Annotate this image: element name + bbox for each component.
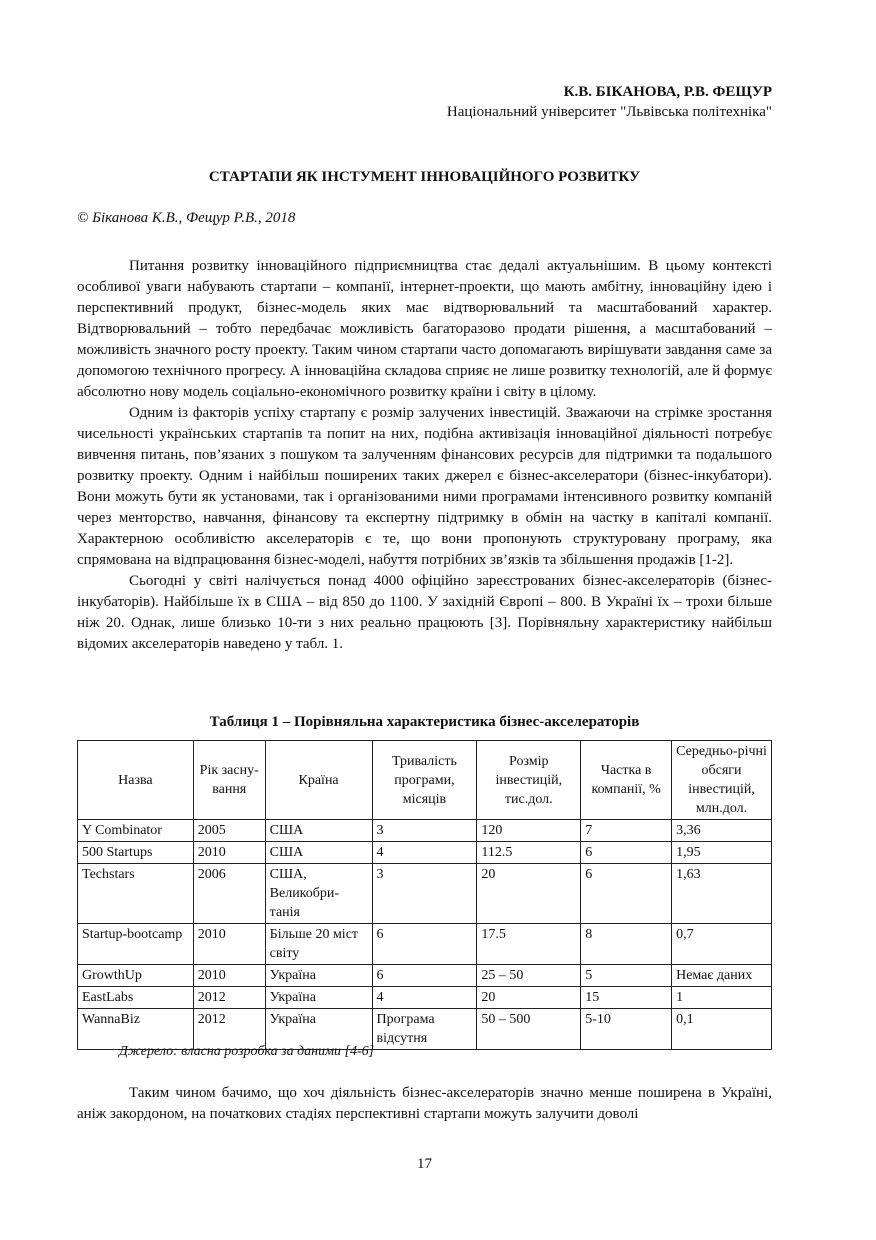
header-cell: Розмір інвестицій, тис.дол. [477, 741, 581, 820]
table-cell: 0,7 [672, 924, 772, 965]
table-cell: 17.5 [477, 924, 581, 965]
table-cell: 3 [372, 864, 477, 924]
authors: К.В. БІКАНОВА, Р.В. ФЕЩУР [563, 84, 772, 100]
body-text-continued [77, 1083, 772, 1125]
table-cell: 20 [477, 987, 581, 1009]
table-cell: 500 Startups [78, 842, 194, 864]
table-source-note: Джерело: власна розробка за даними [4-6] [119, 1044, 375, 1059]
table-cell: 4 [372, 842, 477, 864]
header-cell: Середньо-річні обсяги інвестицій, млн.дол. [672, 741, 772, 820]
table-row [78, 864, 772, 924]
table-cell: 6 [581, 842, 672, 864]
comparison-table [77, 740, 772, 1050]
header-cell: Тривалість програми, місяців [372, 741, 477, 820]
table-cell: США [265, 842, 372, 864]
table-cell: 20 [477, 864, 581, 924]
page-number: 17 [417, 1156, 432, 1172]
table-cell: 2010 [193, 842, 265, 864]
table-cell: 6 [581, 864, 672, 924]
table-cell: Україна [265, 1009, 372, 1050]
table-cell: EastLabs [78, 987, 194, 1009]
table-cell: 6 [372, 924, 477, 965]
table-caption: Таблиця 1 – Порівняльна характеристика бізнес-акселераторів [209, 714, 640, 730]
header-cell: Рік засну-вання [193, 741, 265, 820]
table-cell: 1,95 [672, 842, 772, 864]
header-cell: Назва [78, 741, 194, 820]
table-cell: 15 [581, 987, 672, 1009]
body-text [77, 256, 772, 655]
table-cell: 112.5 [477, 842, 581, 864]
header-cell: Країна [265, 741, 372, 820]
table-cell: Програма відсутня [372, 1009, 477, 1050]
table-header-row [78, 741, 772, 820]
table-cell: 4 [372, 987, 477, 1009]
table-cell: США, Великобри-танія [265, 864, 372, 924]
table-cell: 7 [581, 820, 672, 842]
table-cell: 5 [581, 965, 672, 987]
table-cell: США [265, 820, 372, 842]
table-row [78, 965, 772, 987]
paragraph: Одним із факторів успіху стартапу є розмір залучених інвестицій. Зважаючи на стрімке зростання чисельності українських стартапів та попит на них, подібна активізація інноваційної діяльності потребує вивчення питань, пов’язаних з пошуком та залученням фінансових ресурсів для підтримки та подальшого розвитку проекту. Одним і найбільш поширених таких джерел є бізнес-акселератори (бізнес-інкубатори). Вони можуть бути як установами, так і організованими ними програмами інтенсивного розвитку компаній через менторство, навчання, фінансову та експертну підтримку в обмін на частку в капіталі компанії. Характерною особливістю акселераторів є те, що вони пропонують структуровану програму, яка спрямована на відпрацювання бізнес-моделі, набуття потрібних зв’язків та збільшення продажів [1-2]. [77, 405, 772, 568]
table-cell: 2012 [193, 1009, 265, 1050]
article-title: СТАРТАПИ ЯК ІНСТУМЕНТ ІННОВАЦІЙНОГО РОЗВИТКУ [208, 169, 641, 185]
table-cell: 25 – 50 [477, 965, 581, 987]
table-cell: 3 [372, 820, 477, 842]
table-cell: Techstars [78, 864, 194, 924]
table-row [78, 842, 772, 864]
table-row [78, 987, 772, 1009]
table-cell: 2010 [193, 924, 265, 965]
table-cell: WannaBiz [78, 1009, 194, 1050]
table-cell: 8 [581, 924, 672, 965]
table-cell: 50 – 500 [477, 1009, 581, 1050]
table-cell: Немає даних [672, 965, 772, 987]
table-cell: 3,36 [672, 820, 772, 842]
table-cell: Україна [265, 965, 372, 987]
table-row [78, 924, 772, 965]
table-cell: 1 [672, 987, 772, 1009]
table-cell: 1,63 [672, 864, 772, 924]
table-cell: 2012 [193, 987, 265, 1009]
document-page [77, 0, 772, 1240]
paragraph: Питання розвитку інноваційного підприємництва стає дедалі актуальнішим. В цьому контексті особливої уваги набувають стартапи – компанії, інтернет-проекти, що мають амбітну, інноваційну ідею і перспективний продукт, бізнес-модель яких має відтворювальний та масштабований характер. Відтворювальний – тобто передбачає можливість багаторазово продати рішення, а масштабований – можливість значного росту проекту. Таким чином стартапи часто допомагають вирішувати завдання саме за допомогою технічного прогресу. А інноваційна складова сприяє не лише розвитку технологій, але й формує абсолютно нову модель соціально-економічного розвитку країни і світу в цілому. [77, 258, 772, 400]
table-cell: 2006 [193, 864, 265, 924]
table-row [78, 820, 772, 842]
paragraph: Таким чином бачимо, що хоч діяльність бізнес-акселераторів значно менше поширена в Україні, аніж закордоном, на початкових стадіях перспективні стартапи можуть залучити доволі [77, 1085, 772, 1122]
paragraph: Сьогодні у світі налічується понад 4000 офіційно зареєстрованих бізнес-акселераторів (бізнес-інкубаторів). Найбільше їх в США – від 850 до 1100. У західній Європі – 800. В Україні їх – трохи більше ніж 20. Однак, лише близько 10-ти з них реально працюють [3]. Порівняльну характеристику найбільш відомих акселераторів наведено у табл. 1. [77, 573, 772, 652]
table-cell: 2010 [193, 965, 265, 987]
table-cell: 0,1 [672, 1009, 772, 1050]
table-cell: GrowthUp [78, 965, 194, 987]
table-cell: Y Combinator [78, 820, 194, 842]
table-cell: Україна [265, 987, 372, 1009]
table-cell: Більше 20 міст світу [265, 924, 372, 965]
table-cell: Startup-bootcamp [78, 924, 194, 965]
header-cell: Частка в компанії, % [581, 741, 672, 820]
table-cell: 5-10 [581, 1009, 672, 1050]
table-cell: 6 [372, 965, 477, 987]
affiliation: Національний університет "Львівська політехніка" [446, 104, 772, 120]
table-cell: 2005 [193, 820, 265, 842]
copyright-line: © Біканова К.В., Фещур Р.В., 2018 [77, 210, 296, 226]
table-cell: 120 [477, 820, 581, 842]
